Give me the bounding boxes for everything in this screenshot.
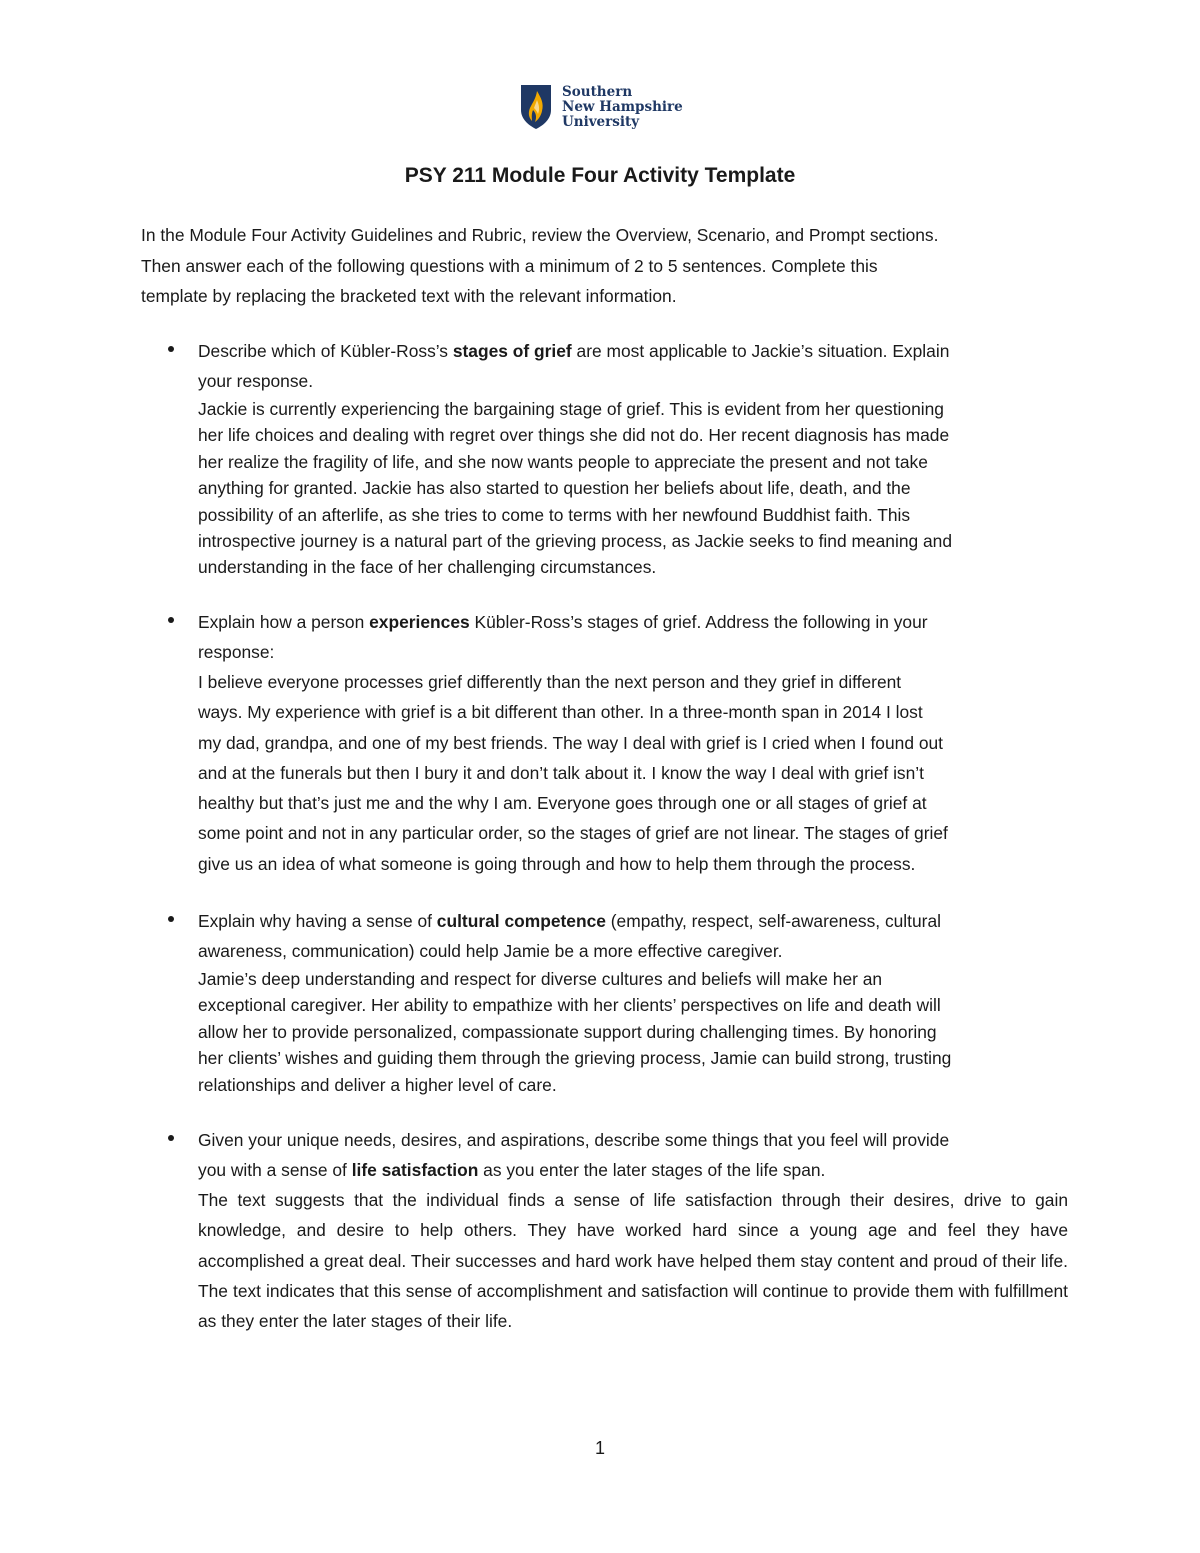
question-prompt: Explain why having a sense of cultural competence (empathy, respect, self-awareness, cultural awareness, communication) could help Jamie be a more effective caregiver. [198,911,942,961]
bold-term: life satisfaction [351,1160,479,1180]
bold-term: experiences [369,612,470,632]
university-logo [520,84,683,130]
logo-wordmark [562,85,683,130]
bullet-icon [168,346,174,352]
question-prompt: Explain how a person experiences Kübler-Ross’s stages of grief. Address the following in your response: [198,612,928,662]
answer-text: The text suggests that the individual finds a sense of life satisfaction through their desires, drive to gain knowledge, and desire to help others. They have worked hard since a young age and feel they have accomplished a great deal. Their successes and hard work have helped them stay content and proud of their life. The text indicates that this sense of accomplishment and satisfaction will continue to provide them with fulfillment as they enter the later stages of their life. [198,1190,1068,1332]
question-2 [198,607,1068,879]
question-prompt: Describe which of Kübler-Ross’s stages of grief are most applicable to Jackie’s situation. Explain your response. [198,341,950,391]
logo-line-new-hampshire: New Hampshire [562,98,683,115]
question-prompt: Given your unique needs, desires, and aspirations, describe some things that you feel will provide you with a sense of life satisfaction as you enter the later stages of the life span. [198,1130,950,1180]
intro-line: In the Module Four Activity Guidelines and Rubric, review the Overview, Scenario, and Prompt sections. [141,225,939,245]
answer-text: Jamie’s deep understanding and respect for diverse cultures and beliefs will make her an exceptional caregiver. Her ability to empathize with her clients’ perspectives on life and death will allow her to provide personalized, compassionate support during challenging times. By honoring her clients’ wishes and guiding them through the grieving process, Jamie can build strong, trusting relationships and deliver a higher level of care. [198,969,952,1095]
page-number: 1 [594,1438,605,1458]
bold-term: cultural competence [436,911,606,931]
intro-line: template by replacing the bracketed text with the relevant information. [141,286,677,306]
page-title: PSY 211 Module Four Activity Template [404,164,796,187]
bullet-icon [168,1135,174,1141]
logo-line-university: University [562,113,640,130]
answer-text: I believe everyone processes grief differently than the next person and they grief in different ways. My experience with grief is a bit different than other. In a three-month span in 2014 I lost my dad, grandpa, and one of my best friends. The way I deal with grief is I cried when I found out and at the funerals but then I bury it and don’t talk about it. I know the way I deal with grief isn’t healthy but that’s just me and the why I am. Everyone goes through one or all stages of grief at some point and not in any particular order, so the stages of grief are not linear. The stages of grief give us an idea of what someone is going through and how to help them through the process. [198,672,948,874]
bullet-icon [168,916,174,922]
question-4 [198,1125,1068,1336]
question-1 [198,336,1068,581]
intro-paragraph [141,220,1071,312]
question-3 [198,906,1068,1098]
answer-text: Jackie is currently experiencing the bargaining stage of grief. This is evident from her questioning her life choices and dealing with regret over things she did not do. Her recent diagnosis has made her realize the fragility of life, and she now wants people to appreciate the present and not take anything for granted. Jackie has also started to question her beliefs about life, death, and the possibility of an afterlife, as she tries to come to terms with her newfound Buddhist faith. This introspective journey is a natural part of the grieving process, as Jackie seeks to find meaning and understanding in the face of her challenging circumstances. [198,399,953,578]
intro-line: Then answer each of the following questions with a minimum of 2 to 5 sentences. Complete this [141,255,878,276]
logo-line-southern: Southern [562,83,633,100]
bold-term: stages of grief [452,341,572,361]
bullet-icon [168,617,174,623]
shield-flame-icon [520,84,552,130]
